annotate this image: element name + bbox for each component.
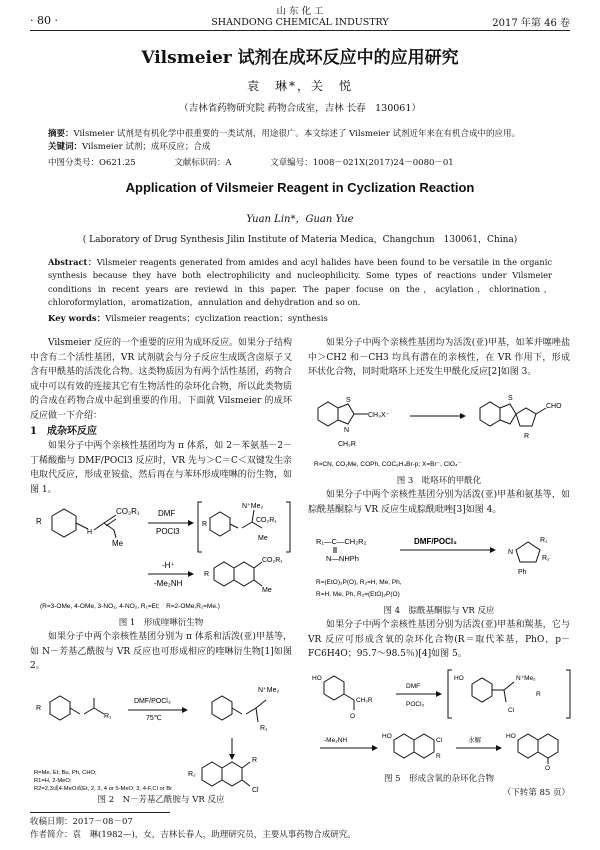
keywords-en-label: Key words： [48, 314, 106, 324]
fig1-legend: (R=3-OMe, 4-OMe, 3-NO₂, 4-NO₂, R₁=Et; R=2-OMe,R₁=Me.) [40, 603, 220, 610]
fig2-temp: 75℃ [146, 715, 162, 722]
title-cn: Vilsmeier 试剂在成环反应中的应用研究 [141, 48, 459, 68]
fig3-n: N [344, 427, 350, 434]
journal-name-cn: 山 东 化 工 [276, 6, 324, 17]
figure-2-caption: 图 2 N－芳基乙酰胺与 VR 反应 [97, 795, 225, 805]
fig5-o: O [350, 713, 356, 720]
fig5-mid-r: R [436, 753, 441, 760]
figure-2 [32, 678, 294, 810]
fig5-reagent: DMF [406, 683, 421, 690]
fig3-ch3x: CH₃X⁻ [368, 412, 390, 419]
fig5-mid-ho: HO [382, 733, 392, 740]
fig5-product [518, 734, 558, 764]
fig1-nme2: N⁺Me₂ [242, 503, 264, 510]
fig3-arrowhead [460, 413, 466, 419]
left-paragraph-2-block [30, 630, 292, 674]
fig5-prod-ho: HO [506, 733, 516, 740]
fig5-prod-o: O [545, 765, 551, 770]
fig4-arrowhead [490, 547, 496, 553]
fig2-reagent: DMF/POCl₃ [134, 698, 171, 705]
article-number: 文章编号：1008－021X(2017)24－0080－01 [270, 158, 454, 168]
fig1-me: Me [112, 539, 124, 548]
fig1-inter-r: R [202, 521, 208, 528]
fig5-ch2r: CH₂R [356, 697, 373, 704]
fig3-s: S [346, 397, 351, 404]
fig4-left-1: R₁—C—CH₂R₂ [316, 537, 367, 546]
journal-name-en: SHANDONG CHEMICAL INDUSTRY [211, 17, 389, 28]
fig5-step3: 水解 [468, 737, 481, 744]
fig1-reagent-2: POCl3 [156, 527, 180, 536]
fig1-arrowhead-2 [188, 571, 194, 577]
figure-3 [310, 388, 572, 472]
fig5-reactant [324, 676, 354, 710]
fig4-left-2: N—NHPh [326, 554, 359, 563]
fig1-prod-r: R [204, 571, 210, 578]
fig1-r: R [36, 517, 42, 526]
affiliation-en: ( Laboratory of Drug Synthesis Jilin Institute of Materia Medica，Changchun 130061，China) [82, 235, 518, 245]
fig2-r: R [36, 705, 42, 712]
issue-label: 2017 年第 46 卷 [492, 18, 570, 29]
fig2-quinoline-product [202, 762, 250, 786]
abstract-en-text: Vilsmeier reagents generated from amides and acyl halides have been found to be versatile in the organic synthesis because they have both electrophilicity and nucleophilicity. Some types of reactions under Vilsmeier conditions in recent years are reviewd in this paper. The paper focuse on the，acylation，chlorination，chloroformylation，aromatization，annulation and dehydration and so on. [48, 257, 552, 307]
fig2-prod-cl: Cl [252, 787, 259, 794]
fig1-reactant [52, 509, 116, 538]
fig2-prod-r: R [252, 757, 258, 764]
abstract-cn-text: Vilsmeier 试剂是有机化学中很重要的一类试剂，用途很广。本文综述了 Vilsmeier 试剂近年来在有机合成中的应用。 [73, 129, 521, 139]
fig5-ho: HO [312, 675, 322, 682]
header-rule [30, 30, 570, 31]
intro-paragraph: Vilsmeier 反应的一个重要的应用为成环反应。如果分子结构中含有二个活性基团，VR 试剂就会与分子反应生成既含卤原子又含有甲酰基的活泼化合物。这类物质因为有两个活性基团，药物合成中可以有效的连接其它有生物活性的杂环化合物，所以此类物质的合成在药物合成中起到重要的作用。下面就 Vilsmeier 的成环反应做一下介绍： [30, 338, 292, 421]
fig1-prod-me: Me [262, 587, 272, 594]
figure-1-caption: 图 1 形成喹啉衍生物 [118, 618, 204, 628]
figure-4-caption: 图 4 腙酰基酮腙与 VR 反应 [383, 606, 495, 616]
fig3-product [480, 402, 546, 426]
page-number: · 80 · [30, 14, 58, 27]
keywords-en [48, 312, 328, 324]
footnote-author-bio: 作者简介：袁 琳(1982—)，女，吉林长春人，助理研究员，主要从事药物合成研究。 [30, 830, 356, 840]
fig1-step2a: -H⁺ [162, 561, 175, 570]
left-paragraph-1: 如果分子中两个亲核性基团均为 π 体系，如 2－苯氨基－2－丁稀酸酯与 DMF/POCl3 反应时，VR 先与＞C＝C＜双键发生亲电取代反应，形成亚铵盐，然后再在与苯环形成喹啉的衍生物，如图 1。 [30, 441, 292, 495]
section-1-heading: 1 成杂环反应 [30, 425, 97, 437]
right-paragraph-2-block [308, 488, 570, 517]
fig5-arrowhead-1 [436, 691, 442, 697]
fig3-reactant [318, 402, 368, 426]
abstract-en [48, 256, 552, 309]
fig5-arrowhead-2 [372, 745, 378, 751]
fig4-legend-1: R=(EtO)₂P(O), R₂=H, Me, Ph, [316, 579, 402, 586]
footnote-rule [30, 812, 170, 813]
right-paragraph-3-block [308, 618, 570, 662]
fig4-legend-2: R=H, Me, Ph, R₂=(EtO)₂P(O) [316, 591, 400, 598]
fig4-pyrazole-product [516, 542, 540, 562]
fig5-mid-cl: Cl [436, 737, 443, 744]
left-paragraph-2: 如果分子中两个亲核性基团分别为 π 体系和活泼(亚)甲基等，如 N－芳基乙酰胺与 VR 反应也可形成相应的喹啉衍生物[1]如图 2。 [30, 632, 292, 672]
fig2-r1: R₁ [104, 713, 112, 720]
fig5-arrowhead-3 [496, 745, 502, 751]
authors-cn: 袁 琳*，关 悦 [246, 79, 353, 93]
fig2-arrowhead-1 [182, 707, 188, 713]
fig5-nme2: N⁺Me₂ [516, 675, 536, 682]
fig3-prod-r: R [524, 433, 530, 440]
fig3-prod-s: S [508, 395, 513, 402]
clc-number: 中图分类号：O621.25 [48, 158, 136, 168]
fig3-legend: R=CN, CO₂Me, COPh, COC₆H₄Br-p; X=Br⁻, ClO₄⁻ [314, 461, 461, 468]
footnote-received: 收稿日期：2017－08－07 [30, 817, 133, 827]
fig2-legend-2: R1=H, 2-MeO; [34, 778, 72, 784]
fig1-h: H [87, 529, 93, 536]
fig1-quinoline-product [214, 562, 262, 586]
fig5-step2: -Me₂NH [324, 737, 348, 744]
fig5-chromone-intermediate [394, 734, 434, 758]
fig4-prod-r2: R₂ [542, 555, 550, 562]
abstract-en-label: Abstract： [48, 257, 97, 267]
fig2-intermediate [212, 696, 266, 722]
fig4-prod-ph: Ph [518, 569, 527, 576]
fig2-arrowhead-down [229, 754, 235, 760]
fig5-reagent-2: POCl₃ [406, 701, 425, 708]
fig1-co2r1: CO₂R₁ [116, 507, 140, 516]
fig1-inter-co2r1: CO₂R₁ [256, 517, 277, 524]
fig3-prod-cho: CHO [546, 403, 562, 410]
affiliation-cn: （吉林省药物研究院 药物合成室，吉林 长春 130061） [179, 103, 421, 114]
abstract-cn-label: 摘要： [48, 129, 74, 139]
right-paragraph-3: 如果分子中两个亲核性基团分别为活泼(亚)甲基和羰基，它与 VR 反应可形成含氧的杂环化合物(R＝取代苯基，PhO，p－FC6H4O；95.7～98.5％)[4]如图 5。 [308, 620, 570, 660]
keywords-en-text: Vilsmeier reagents；cyclization reaction；synthesis [105, 314, 328, 324]
meta-row [48, 156, 490, 168]
right-paragraph-2: 如果分子中两个亲核性基团分别为活泼(亚)甲基和氨基等，如腙酰基酮腙与 VR 反应生成腙酰吡唑[3]如图 4。 [308, 490, 570, 515]
right-paragraph-1: 如果分子中两个亲核性基团均为活泼(亚)甲基，如苯并噻唑盐中＞CH2 和－CH3 均具有潜在的亲核性，在 VR 作用下，形成环状化合物，同时吡咯环上还发生甲酰化反应[2]如图 3。 [308, 338, 570, 378]
figure-5-caption: 图 5 形成含氧的杂环化合物 [383, 774, 495, 784]
right-paragraph-1-block [308, 336, 570, 380]
fig2-nme2: N⁺Me₂ [258, 687, 280, 694]
fig4-reagent: DMF/POCl₃ [414, 537, 457, 546]
fig1-prod-co2r1: CO₂R₁ [262, 557, 283, 564]
fig4-prod-n: N [508, 549, 514, 556]
fig5-inter-r: R [536, 691, 541, 698]
keywords-cn-text: Vilsmeier 试剂；成环反应；合成 [82, 142, 211, 152]
fig1-step2b: -Me₂NH [154, 579, 183, 588]
figure-3-caption: 图 3 吡咯环的甲酰化 [396, 476, 482, 486]
fig2-legend-1: R=Me, Et, Bu, Ph, CHO; [34, 770, 97, 776]
title-en: Application of Vilsmeier Reagent in Cyclization Reaction [125, 180, 475, 195]
figure-4 [310, 528, 572, 604]
keywords-cn-label: 关键词： [48, 142, 83, 152]
figure-5 [310, 666, 572, 770]
fig5-cl: Cl [508, 707, 515, 714]
document-code: 文献标识码：A [174, 158, 232, 168]
fig2-legend-3: R2=2,3或4-MeO或Et, 2, 3, 4 or 5-MeO; 3, 4-F,Cl or Br [34, 786, 173, 792]
fig2-reactant [50, 696, 104, 720]
fig1-reagent: DMF [158, 509, 176, 518]
left-intro [30, 336, 292, 498]
continued-note: （下转第 85 页） [502, 788, 570, 798]
authors-en: Yuan Lin*，Guan Yue [246, 214, 354, 225]
figure-1 [32, 496, 294, 614]
fig4-prod-r1: R₁ [540, 537, 548, 544]
fig2-prod-r2: R₂ [188, 771, 196, 778]
fig3-ch2r: CH₂R [338, 441, 356, 448]
fig2-inter-r1: R₁ [260, 725, 268, 732]
fig5-inter-ho: HO [454, 675, 464, 682]
abstract-cn [48, 128, 552, 154]
fig1-inter-me: Me [258, 535, 268, 542]
fig1-arrowhead-1 [188, 520, 194, 526]
